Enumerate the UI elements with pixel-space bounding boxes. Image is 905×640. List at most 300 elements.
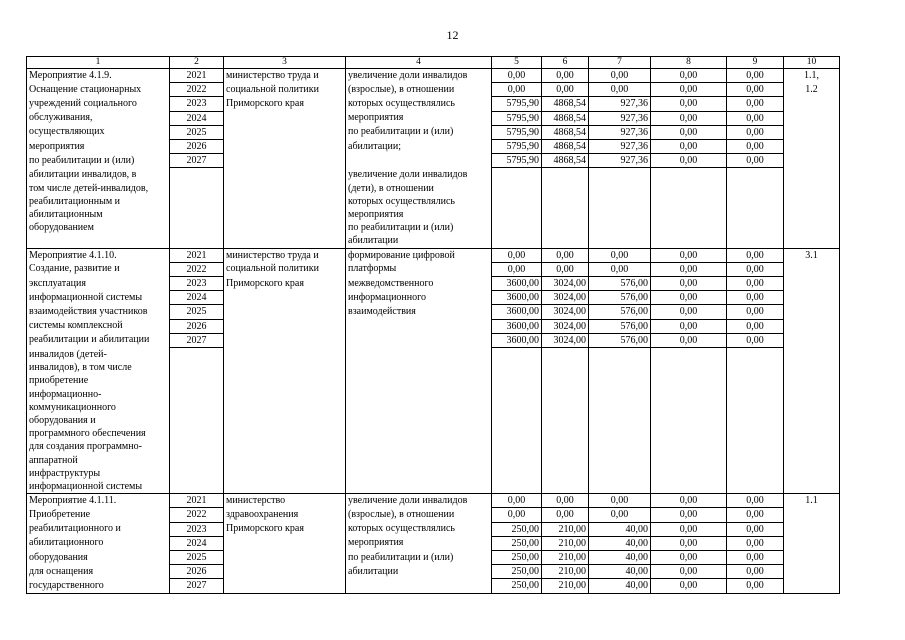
empty-cell	[170, 480, 224, 494]
year-cell: 2023	[170, 97, 224, 111]
empty-cell	[346, 361, 492, 374]
empty-cell	[784, 291, 840, 305]
empty-cell	[784, 579, 840, 593]
empty-cell	[170, 168, 224, 182]
table-row	[27, 221, 840, 234]
empty-cell	[784, 221, 840, 234]
column-header: 4	[346, 57, 492, 69]
value-cell: 0,00	[651, 262, 727, 276]
year-cell: 2022	[170, 508, 224, 522]
empty-cell	[727, 195, 784, 208]
table-row	[27, 401, 840, 414]
value-cell: 0,00	[651, 111, 727, 125]
value-cell: 927,36	[589, 111, 651, 125]
empty-cell	[651, 480, 727, 494]
ref-line: 3.1	[784, 248, 840, 262]
empty-cell	[224, 374, 346, 387]
value-cell: 0,00	[727, 83, 784, 97]
year-cell: 2026	[170, 140, 224, 154]
year-cell: 2022	[170, 83, 224, 97]
empty-cell	[727, 234, 784, 248]
value-cell: 0,00	[651, 333, 727, 347]
value-cell: 40,00	[589, 579, 651, 593]
empty-cell	[170, 401, 224, 414]
empty-cell	[727, 401, 784, 414]
empty-cell	[492, 221, 542, 234]
value-cell: 576,00	[589, 305, 651, 319]
table-row	[27, 536, 840, 550]
table-row	[27, 565, 840, 579]
empty-cell	[784, 401, 840, 414]
table-row	[27, 111, 840, 125]
empty-cell	[727, 374, 784, 387]
empty-cell	[542, 440, 589, 453]
c1-line: реабилитации и абилитации	[27, 333, 170, 347]
empty-cell	[784, 234, 840, 248]
empty-cell	[542, 480, 589, 494]
empty-cell	[589, 182, 651, 195]
empty-cell	[589, 195, 651, 208]
c4-line: (дети), в отношении	[346, 182, 492, 195]
empty-cell	[346, 427, 492, 440]
empty-cell	[346, 454, 492, 467]
value-cell: 0,00	[651, 140, 727, 154]
c1-line: коммуникационного	[27, 401, 170, 414]
value-cell: 3024,00	[542, 333, 589, 347]
value-cell: 0,00	[651, 248, 727, 262]
value-cell: 0,00	[727, 291, 784, 305]
c1-line: информационно-	[27, 388, 170, 401]
empty-cell	[492, 454, 542, 467]
value-cell: 0,00	[727, 494, 784, 508]
value-cell: 210,00	[542, 536, 589, 550]
value-cell: 3600,00	[492, 305, 542, 319]
empty-cell	[727, 440, 784, 453]
empty-cell	[727, 388, 784, 401]
value-cell: 40,00	[589, 522, 651, 536]
value-cell: 0,00	[492, 248, 542, 262]
empty-cell	[542, 388, 589, 401]
c4-line: абилитации	[346, 565, 492, 579]
value-cell: 0,00	[651, 97, 727, 111]
empty-cell	[492, 401, 542, 414]
empty-cell	[727, 221, 784, 234]
year-cell: 2022	[170, 262, 224, 276]
value-cell: 0,00	[589, 248, 651, 262]
value-cell: 3600,00	[492, 277, 542, 291]
value-cell: 927,36	[589, 140, 651, 154]
value-cell: 40,00	[589, 565, 651, 579]
empty-cell	[224, 467, 346, 480]
column-header: 3	[224, 57, 346, 69]
c1-line: Оснащение стационарных	[27, 83, 170, 97]
c4-line: информационного	[346, 291, 492, 305]
value-cell: 0,00	[727, 69, 784, 83]
table-row	[27, 234, 840, 248]
value-cell: 0,00	[492, 83, 542, 97]
c3-line: министерство	[224, 494, 346, 508]
empty-cell	[492, 234, 542, 248]
table-row	[27, 480, 840, 494]
empty-cell	[784, 467, 840, 480]
value-cell: 0,00	[651, 154, 727, 168]
value-cell: 0,00	[492, 508, 542, 522]
c1-line: государственного	[27, 579, 170, 593]
value-cell: 0,00	[651, 125, 727, 139]
empty-cell	[224, 195, 346, 208]
empty-cell	[170, 182, 224, 195]
year-cell: 2025	[170, 125, 224, 139]
table-row	[27, 467, 840, 480]
empty-cell	[784, 195, 840, 208]
table-row	[27, 522, 840, 536]
value-cell: 0,00	[492, 262, 542, 276]
value-cell: 5795,90	[492, 140, 542, 154]
c1-line: мероприятия	[27, 140, 170, 154]
value-cell: 0,00	[651, 508, 727, 522]
empty-cell	[224, 401, 346, 414]
empty-cell	[589, 427, 651, 440]
value-cell: 0,00	[651, 522, 727, 536]
empty-cell	[727, 467, 784, 480]
empty-cell	[170, 427, 224, 440]
empty-cell	[651, 401, 727, 414]
value-cell: 4868,54	[542, 97, 589, 111]
c3-line: социальной политики	[224, 83, 346, 97]
value-cell: 0,00	[492, 69, 542, 83]
value-cell: 0,00	[727, 551, 784, 565]
column-header: 8	[651, 57, 727, 69]
year-cell: 2024	[170, 111, 224, 125]
c3-line: социальной политики	[224, 262, 346, 276]
column-header: 6	[542, 57, 589, 69]
value-cell: 576,00	[589, 277, 651, 291]
empty-cell	[589, 388, 651, 401]
c4-line: по реабилитации и (или)	[346, 125, 492, 139]
c4-line: межведомственного	[346, 277, 492, 291]
value-cell: 250,00	[492, 565, 542, 579]
c1-line: Мероприятие 4.1.11.	[27, 494, 170, 508]
c1-line: для создания программно-	[27, 440, 170, 453]
value-cell: 0,00	[651, 565, 727, 579]
value-cell: 3600,00	[492, 291, 542, 305]
value-cell: 0,00	[727, 536, 784, 550]
empty-cell	[224, 454, 346, 467]
c1-line: инфраструктуры	[27, 467, 170, 480]
year-cell: 2026	[170, 319, 224, 333]
c1-line: системы комплексной	[27, 319, 170, 333]
empty-cell	[542, 401, 589, 414]
table-row	[27, 168, 840, 182]
empty-cell	[492, 440, 542, 453]
empty-cell	[784, 262, 840, 276]
c4-line: увеличение доли инвалидов	[346, 168, 492, 182]
empty-cell	[542, 348, 589, 362]
empty-cell	[492, 168, 542, 182]
empty-cell	[589, 348, 651, 362]
value-cell: 4868,54	[542, 125, 589, 139]
value-cell: 0,00	[542, 262, 589, 276]
c3-line: министерство труда и	[224, 248, 346, 262]
empty-cell	[224, 319, 346, 333]
empty-cell	[346, 579, 492, 593]
empty-cell	[170, 414, 224, 427]
empty-cell	[492, 208, 542, 221]
empty-cell	[727, 168, 784, 182]
c4-line: по реабилитации и (или)	[346, 551, 492, 565]
value-cell: 5795,90	[492, 111, 542, 125]
c1-line: учреждений социального	[27, 97, 170, 111]
c4-line: увеличение доли инвалидов	[346, 494, 492, 508]
empty-cell	[542, 208, 589, 221]
value-cell: 3024,00	[542, 319, 589, 333]
value-cell: 0,00	[727, 97, 784, 111]
c4-line: мероприятия	[346, 208, 492, 221]
empty-cell	[542, 374, 589, 387]
c1-line: Создание, развитие и	[27, 262, 170, 276]
empty-cell	[346, 440, 492, 453]
c1-line: реабилитационным и	[27, 195, 170, 208]
value-cell: 3024,00	[542, 305, 589, 319]
value-cell: 576,00	[589, 333, 651, 347]
c1-line: информационной системы	[27, 480, 170, 494]
empty-cell	[589, 454, 651, 467]
value-cell: 0,00	[727, 319, 784, 333]
year-cell: 2024	[170, 291, 224, 305]
table-row	[27, 125, 840, 139]
table-row	[27, 579, 840, 593]
value-cell: 0,00	[727, 305, 784, 319]
empty-cell	[346, 480, 492, 494]
value-cell: 3600,00	[492, 333, 542, 347]
c4-line: формирование цифровой	[346, 248, 492, 262]
empty-cell	[651, 414, 727, 427]
empty-cell	[784, 414, 840, 427]
empty-cell	[224, 551, 346, 565]
c1-line: инвалидов), в том числе	[27, 361, 170, 374]
value-cell: 3024,00	[542, 277, 589, 291]
empty-cell	[170, 348, 224, 362]
table-row	[27, 333, 840, 347]
empty-cell	[589, 234, 651, 248]
value-cell: 0,00	[651, 319, 727, 333]
table-row	[27, 140, 840, 154]
c1-line: для оснащения	[27, 565, 170, 579]
table-row	[27, 248, 840, 262]
empty-cell	[542, 195, 589, 208]
value-cell: 0,00	[727, 140, 784, 154]
year-cell: 2021	[170, 494, 224, 508]
value-cell: 210,00	[542, 579, 589, 593]
c1-line: эксплуатация	[27, 277, 170, 291]
c3-line: Приморского края	[224, 522, 346, 536]
empty-cell	[346, 401, 492, 414]
column-header: 7	[589, 57, 651, 69]
empty-cell	[224, 125, 346, 139]
empty-cell	[784, 305, 840, 319]
empty-cell	[784, 140, 840, 154]
value-cell: 0,00	[727, 111, 784, 125]
empty-cell	[784, 168, 840, 182]
empty-cell	[784, 208, 840, 221]
empty-cell	[784, 522, 840, 536]
c4-line	[346, 154, 492, 168]
table-row	[27, 551, 840, 565]
value-cell: 0,00	[727, 248, 784, 262]
empty-cell	[492, 467, 542, 480]
c4-line: по реабилитации и (или)	[346, 221, 492, 234]
value-cell: 5795,90	[492, 125, 542, 139]
value-cell: 0,00	[589, 262, 651, 276]
c1-line: взаимодействия участников	[27, 305, 170, 319]
value-cell: 210,00	[542, 565, 589, 579]
empty-cell	[784, 427, 840, 440]
value-cell: 0,00	[589, 508, 651, 522]
empty-cell	[651, 348, 727, 362]
value-cell: 0,00	[651, 551, 727, 565]
c1-line: осуществляющих	[27, 125, 170, 139]
header-row	[27, 57, 840, 69]
empty-cell	[542, 467, 589, 480]
year-cell: 2021	[170, 69, 224, 83]
empty-cell	[589, 467, 651, 480]
empty-cell	[224, 536, 346, 550]
c1-line: Мероприятие 4.1.10.	[27, 248, 170, 262]
empty-cell	[727, 208, 784, 221]
empty-cell	[784, 536, 840, 550]
empty-cell	[224, 208, 346, 221]
empty-cell	[542, 454, 589, 467]
value-cell: 0,00	[727, 522, 784, 536]
table-row	[27, 83, 840, 97]
empty-cell	[784, 111, 840, 125]
empty-cell	[784, 348, 840, 362]
value-cell: 4868,54	[542, 154, 589, 168]
value-cell: 0,00	[727, 565, 784, 579]
empty-cell	[346, 374, 492, 387]
empty-cell	[784, 154, 840, 168]
page-number: 12	[446, 28, 459, 42]
value-cell: 250,00	[492, 522, 542, 536]
value-cell: 0,00	[542, 508, 589, 522]
table-row	[27, 305, 840, 319]
empty-cell	[651, 208, 727, 221]
value-cell: 927,36	[589, 125, 651, 139]
value-cell: 0,00	[727, 508, 784, 522]
value-cell: 0,00	[651, 536, 727, 550]
empty-cell	[589, 401, 651, 414]
table-row	[27, 374, 840, 387]
empty-cell	[651, 234, 727, 248]
empty-cell	[346, 414, 492, 427]
empty-cell	[492, 361, 542, 374]
value-cell: 0,00	[651, 305, 727, 319]
activities-table	[26, 56, 840, 594]
value-cell: 0,00	[727, 262, 784, 276]
value-cell: 40,00	[589, 551, 651, 565]
value-cell: 0,00	[589, 83, 651, 97]
value-cell: 250,00	[492, 536, 542, 550]
year-cell: 2024	[170, 536, 224, 550]
c1-line: аппаратной	[27, 454, 170, 467]
empty-cell	[492, 374, 542, 387]
value-cell: 576,00	[589, 319, 651, 333]
value-cell: 3024,00	[542, 291, 589, 305]
empty-cell	[651, 427, 727, 440]
empty-cell	[784, 508, 840, 522]
c1-line: Приобретение	[27, 508, 170, 522]
empty-cell	[589, 480, 651, 494]
empty-cell	[651, 440, 727, 453]
empty-cell	[784, 480, 840, 494]
c4-line: мероприятия	[346, 536, 492, 550]
empty-cell	[224, 168, 346, 182]
empty-cell	[170, 361, 224, 374]
value-cell: 250,00	[492, 551, 542, 565]
table-row	[27, 414, 840, 427]
empty-cell	[492, 388, 542, 401]
column-header: 2	[170, 57, 224, 69]
value-cell: 0,00	[589, 494, 651, 508]
empty-cell	[224, 361, 346, 374]
c4-line: которых осуществлялись	[346, 97, 492, 111]
value-cell: 250,00	[492, 579, 542, 593]
empty-cell	[784, 361, 840, 374]
empty-cell	[589, 221, 651, 234]
value-cell: 0,00	[727, 154, 784, 168]
value-cell: 0,00	[727, 125, 784, 139]
c4-line: увеличение доли инвалидов	[346, 69, 492, 83]
year-cell: 2027	[170, 333, 224, 347]
c1-line: оборудования	[27, 551, 170, 565]
table-row	[27, 348, 840, 362]
value-cell: 927,36	[589, 154, 651, 168]
value-cell: 576,00	[589, 291, 651, 305]
empty-cell	[224, 427, 346, 440]
c1-line: обслуживания,	[27, 111, 170, 125]
empty-cell	[492, 348, 542, 362]
table-row	[27, 69, 840, 83]
value-cell: 0,00	[651, 494, 727, 508]
table-row	[27, 97, 840, 111]
empty-cell	[727, 182, 784, 195]
empty-cell	[170, 374, 224, 387]
table-row	[27, 319, 840, 333]
value-cell: 5795,90	[492, 97, 542, 111]
empty-cell	[224, 440, 346, 453]
value-cell: 0,00	[651, 277, 727, 291]
empty-cell	[727, 480, 784, 494]
empty-cell	[727, 361, 784, 374]
empty-cell	[784, 454, 840, 467]
empty-cell	[346, 388, 492, 401]
empty-cell	[224, 234, 346, 248]
c4-line: (взрослые), в отношении	[346, 83, 492, 97]
c3-line: Приморского края	[224, 277, 346, 291]
empty-cell	[542, 234, 589, 248]
empty-cell	[651, 467, 727, 480]
empty-cell	[651, 195, 727, 208]
empty-cell	[651, 361, 727, 374]
table-row	[27, 154, 840, 168]
table-row	[27, 454, 840, 467]
c1-line: оборудования и	[27, 414, 170, 427]
empty-cell	[589, 440, 651, 453]
empty-cell	[784, 551, 840, 565]
empty-cell	[224, 111, 346, 125]
c4-line: которых осуществлялись	[346, 195, 492, 208]
year-cell: 2021	[170, 248, 224, 262]
